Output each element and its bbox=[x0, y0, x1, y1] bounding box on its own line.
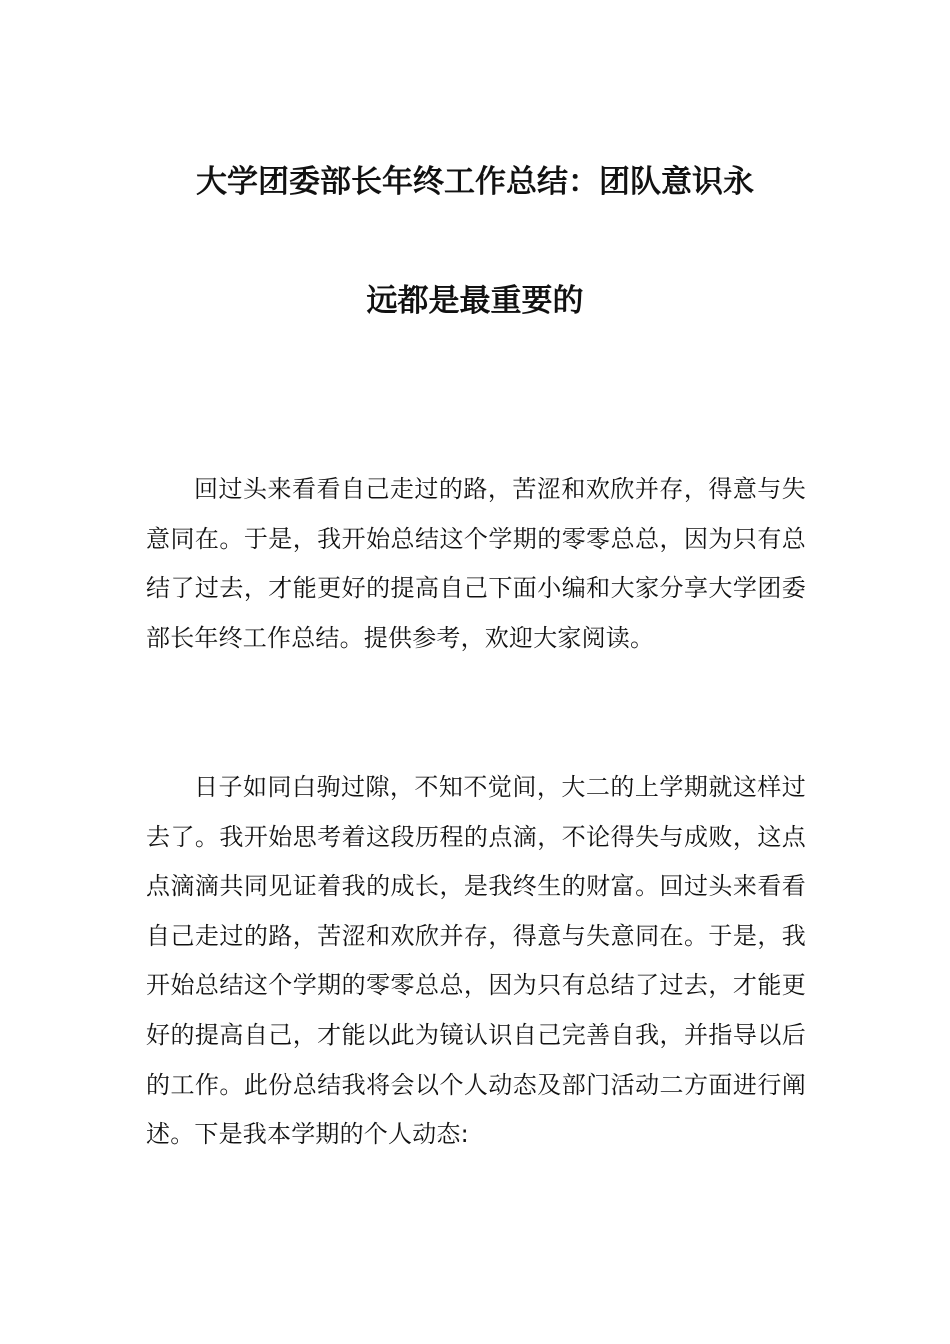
document-title-line-1: 大学团委部长年终工作总结：团队意识永 bbox=[196, 164, 754, 200]
body-paragraph-1: 回过头来看看自己走过的路，苦涩和欢欣并存，得意与失意同在。于是，我开始总结这个学期的零零总总，因为只有总结了过去，才能更好的提高自己下面小编和大家分享大学团委部长年终工作总结。提供参考，欢迎大家阅读。 bbox=[146, 475, 806, 652]
body-paragraph-2: 日子如同白驹过隙，不知不觉间，大二的上学期就这样过去了。我开始思考着这段历程的点滴，不论得失与成败，这点点滴滴共同见证着我的成长，是我终生的财富。回过头来看看自己走过的路，苦涩和欢欣并存，得意与失意同在。于是，我开始总结这个学期的零零总总，因为只有总结了过去，才能更好的提高自己，才能以此为镜认识自己完善自我，并指导以后的工作。此份总结我将会以个人动态及部门活动二方面进行阐述。下是我本学期的个人动态: bbox=[146, 773, 806, 1149]
document-title-line-2: 远都是最重要的 bbox=[366, 283, 584, 319]
